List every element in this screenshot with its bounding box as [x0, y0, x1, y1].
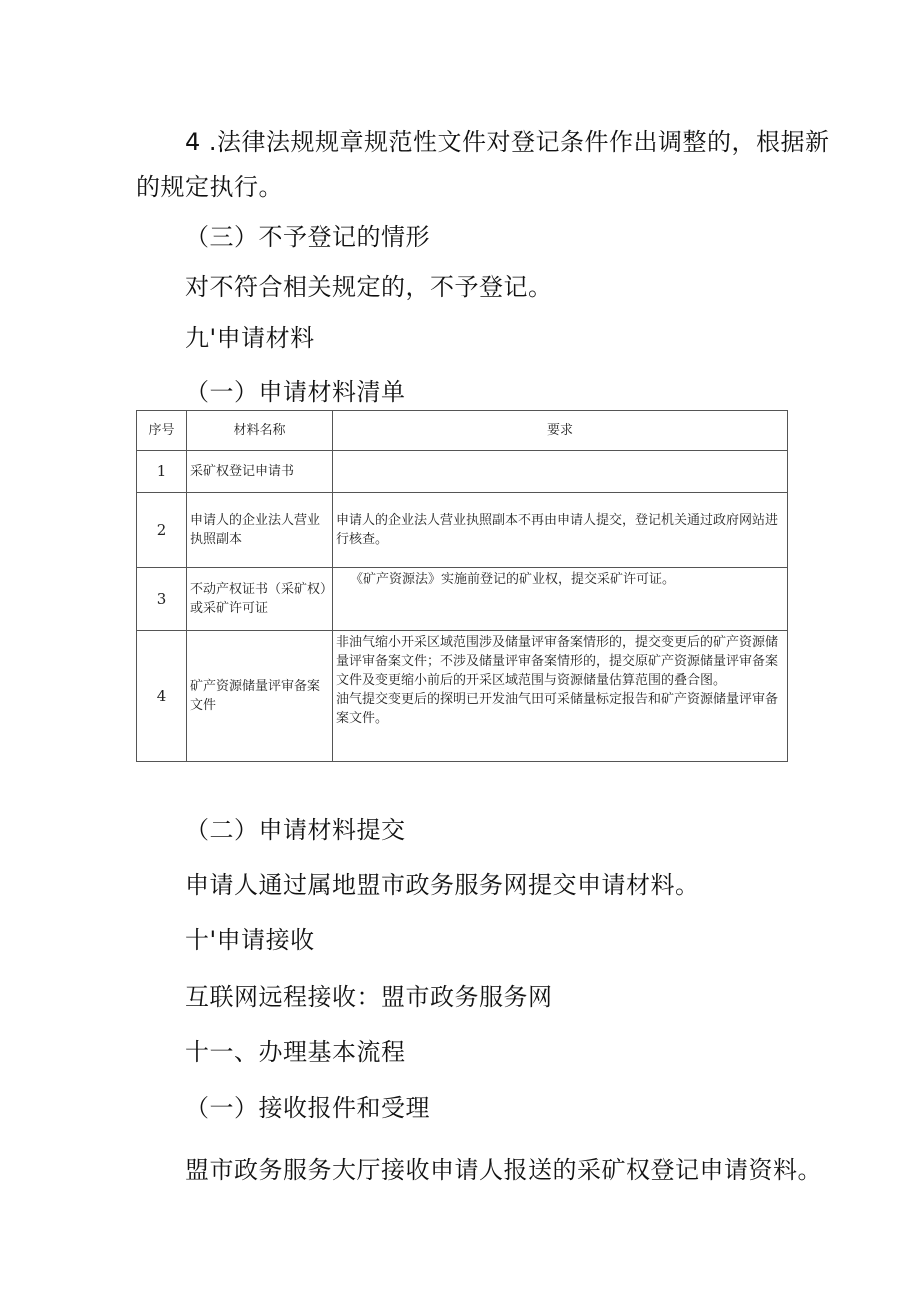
row-no: 3 [137, 568, 187, 631]
materials-table [136, 410, 788, 762]
table-row [137, 568, 788, 631]
row-name: 不动产权证书（采矿权）或采矿许可证 [187, 568, 333, 631]
row-name: 采矿权登记申请书 [187, 451, 333, 493]
row-req [333, 451, 788, 493]
subsection-1-heading: （一）申请材料清单 [185, 378, 406, 406]
paragraph-4-line-1: 4 .法律法规规章规范性文件对登记条件作出调整的，根据新 [185, 128, 830, 156]
section-11-sub-1-heading: （一）接收报件和受理 [185, 1094, 430, 1122]
section-9-heading: 九'申请材料 [185, 324, 315, 352]
table-row [137, 451, 788, 493]
section-10-heading: 十'申请接收 [185, 926, 315, 954]
paragraph-4-line-2: 的规定执行。 [136, 173, 283, 201]
subsection-2-text: 申请人通过属地盟市政务服务网提交申请材料。 [185, 871, 700, 899]
row-req: 申请人的企业法人营业执照副本不再由申请人提交，登记机关通过政府网站进行核查。 [333, 493, 788, 568]
row-req: 《矿产资源法》实施前登记的矿业权，提交采矿许可证。 [333, 568, 788, 631]
header-name: 材料名称 [187, 411, 333, 451]
section-11-sub-1-text: 盟市政务服务大厅接收申请人报送的采矿权登记申请资料。 [185, 1156, 822, 1184]
section-3-text: 对不符合相关规定的，不予登记。 [185, 273, 553, 301]
row-no: 1 [137, 451, 187, 493]
row-req: 非油气缩小开采区域范围涉及储量评审备案情形的，提交变更后的矿产资源储量评审备案文件；不涉及储量评审备案情形的，提交原矿产资源储量评审备案文件及变更缩小前后的开采区域范围与资源储量估算范围的叠合图。 油气提交变更后的探明已开发油气田可采储量标定报告和矿产资源储量评审备案文件。 [333, 631, 788, 762]
header-no: 序号 [137, 411, 187, 451]
row-name: 申请人的企业法人营业执照副本 [187, 493, 333, 568]
section-11-heading: 十一、办理基本流程 [185, 1038, 406, 1066]
row-no: 4 [137, 631, 187, 762]
row-no: 2 [137, 493, 187, 568]
section-10-text: 互联网远程接收：盟市政务服务网 [185, 983, 553, 1011]
table-row [137, 493, 788, 568]
section-3-heading: （三）不予登记的情形 [185, 223, 430, 251]
table-row [137, 631, 788, 762]
subsection-2-heading: （二）申请材料提交 [185, 816, 406, 844]
header-req: 要求 [333, 411, 788, 451]
table-header-row [137, 411, 788, 451]
row-name: 矿产资源储量评审备案文件 [187, 631, 333, 762]
